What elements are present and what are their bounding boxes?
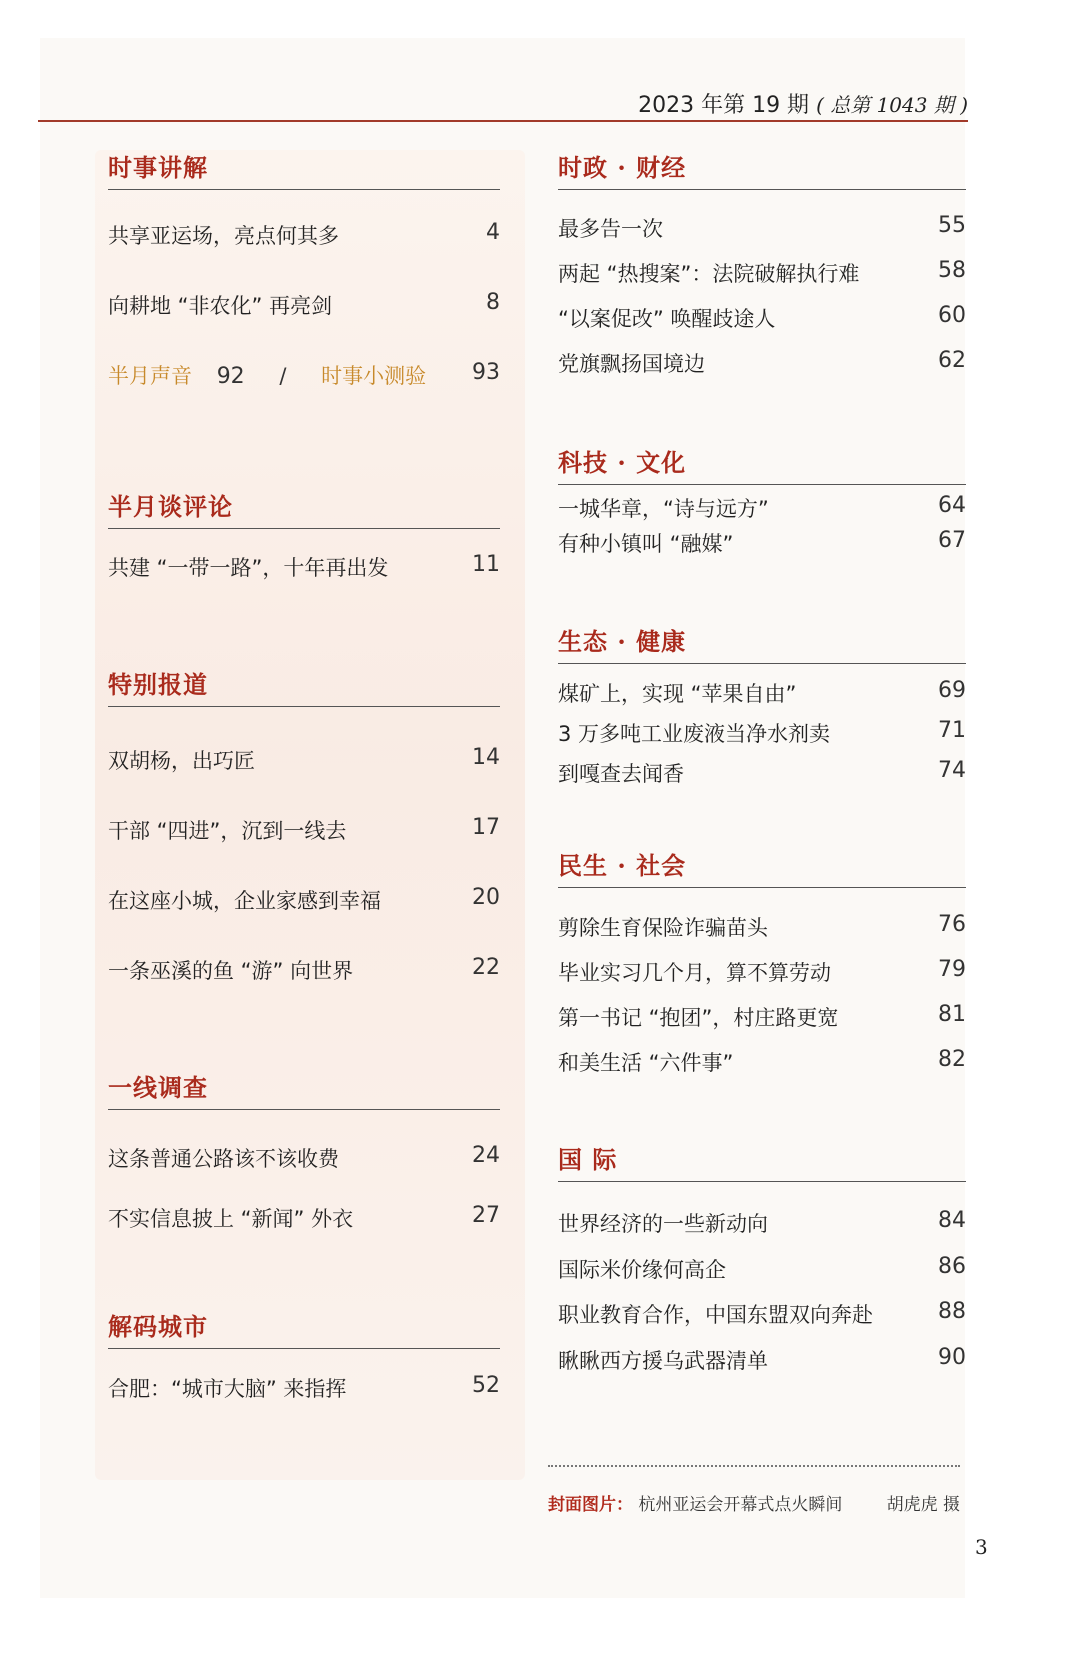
toc-item[interactable]: 毕业实习几个月，算不算劳动 79 [558, 957, 966, 985]
toc-item[interactable]: 向耕地 “非农化” 再亮剑 8 [108, 290, 500, 318]
section-shizheng-caijing [558, 148, 966, 190]
toc-item[interactable]: 煤矿上，实现 “苹果自由” 69 [558, 678, 966, 706]
section-title: 半月谈评论 [108, 487, 500, 529]
section-title: 科技 · 文化 [558, 443, 966, 485]
toc-item[interactable]: 到嘎查去闻香 74 [558, 758, 966, 786]
toc-item[interactable]: 双胡杨，出巧匠 14 [108, 745, 500, 773]
issue-number: 2023 年第 19 期 ( 总第 1043 期 ) [638, 93, 968, 118]
toc-item[interactable]: 和美生活 “六件事” 82 [558, 1047, 966, 1075]
toc-item[interactable]: 一条巫溪的鱼 “游” 向世界 22 [108, 955, 500, 983]
quiz-label[interactable]: 时事小测验 [321, 364, 427, 388]
section-shengtai-jiankang [558, 622, 966, 664]
toc-item[interactable]: 在这座小城，企业家感到幸福 20 [108, 885, 500, 913]
section-jiema-chengshi [108, 1307, 500, 1349]
section-title: 民生 · 社会 [558, 846, 966, 888]
section-keji-wenhua [558, 443, 966, 485]
toc-item[interactable]: 3 万多吨工业废液当净水剂卖 71 [558, 718, 966, 746]
cover-credit: 胡虎虎 摄 [886, 1495, 960, 1515]
section-yixian-diaocha [108, 1068, 500, 1110]
section-shishi-jiangjie [108, 148, 500, 190]
toc-item[interactable]: 瞅瞅西方援乌武器清单 90 [558, 1345, 966, 1373]
cover-caption [548, 1490, 960, 1515]
voices-line: 半月声音 92 / 时事小测验 93 [108, 360, 500, 389]
section-banyuetan-pinglun [108, 487, 500, 529]
toc-item[interactable]: 不实信息披上 “新闻” 外衣 27 [108, 1203, 500, 1231]
section-title: 时事讲解 [108, 148, 500, 190]
toc-item[interactable]: 第一书记 “抱团”，村庄路更宽 81 [558, 1002, 966, 1030]
toc-item[interactable]: “以案促改” 唤醒歧途人 60 [558, 303, 966, 331]
section-minsheng-shehui [558, 846, 966, 888]
page-number: 3 [975, 1535, 988, 1559]
cover-label: 封面图片： [548, 1495, 633, 1515]
section-title: 生态 · 健康 [558, 622, 966, 664]
section-title: 特别报道 [108, 665, 500, 707]
toc-item[interactable]: 职业教育合作，中国东盟双向奔赴 88 [558, 1299, 966, 1327]
toc-item[interactable]: 一城华章，“诗与远方” 64 [558, 493, 966, 521]
toc-item[interactable]: 党旗飘扬国境边 62 [558, 348, 966, 376]
toc-item[interactable]: 共建 “一带一路”，十年再出发 11 [108, 552, 500, 580]
toc-item[interactable]: 剪除生育保险诈骗苗头 76 [558, 912, 966, 940]
toc-item[interactable]: 最多告一次 55 [558, 213, 966, 241]
toc-item[interactable]: 国际米价缘何高企 86 [558, 1254, 966, 1282]
toc-left-column [108, 0, 500, 1659]
toc-item[interactable]: 合肥：“城市大脑” 来指挥 52 [108, 1373, 500, 1401]
toc-item[interactable]: 世界经济的一些新动向 84 [558, 1208, 966, 1236]
section-title: 国 际 [558, 1140, 966, 1182]
toc-item[interactable]: 有种小镇叫 “融媒” 67 [558, 528, 966, 556]
toc-item[interactable]: 两起 “热搜案”：法院破解执行难 58 [558, 258, 966, 286]
toc-item[interactable]: 这条普通公路该不该收费 24 [108, 1143, 500, 1171]
toc-item[interactable]: 共享亚运场，亮点何其多 4 [108, 220, 500, 248]
cover-text: 杭州亚运会开幕式点火瞬间 [638, 1495, 843, 1515]
dotted-divider [548, 1465, 960, 1467]
section-title: 一线调查 [108, 1068, 500, 1110]
section-guoji [558, 1140, 966, 1182]
section-title: 时政 · 财经 [558, 148, 966, 190]
toc-right-column [558, 0, 966, 1659]
voice-label[interactable]: 半月声音 [108, 364, 192, 388]
section-title: 解码城市 [108, 1307, 500, 1349]
section-tebie-baodao [108, 665, 500, 707]
toc-item[interactable]: 干部 “四进”，沉到一线去 17 [108, 815, 500, 843]
